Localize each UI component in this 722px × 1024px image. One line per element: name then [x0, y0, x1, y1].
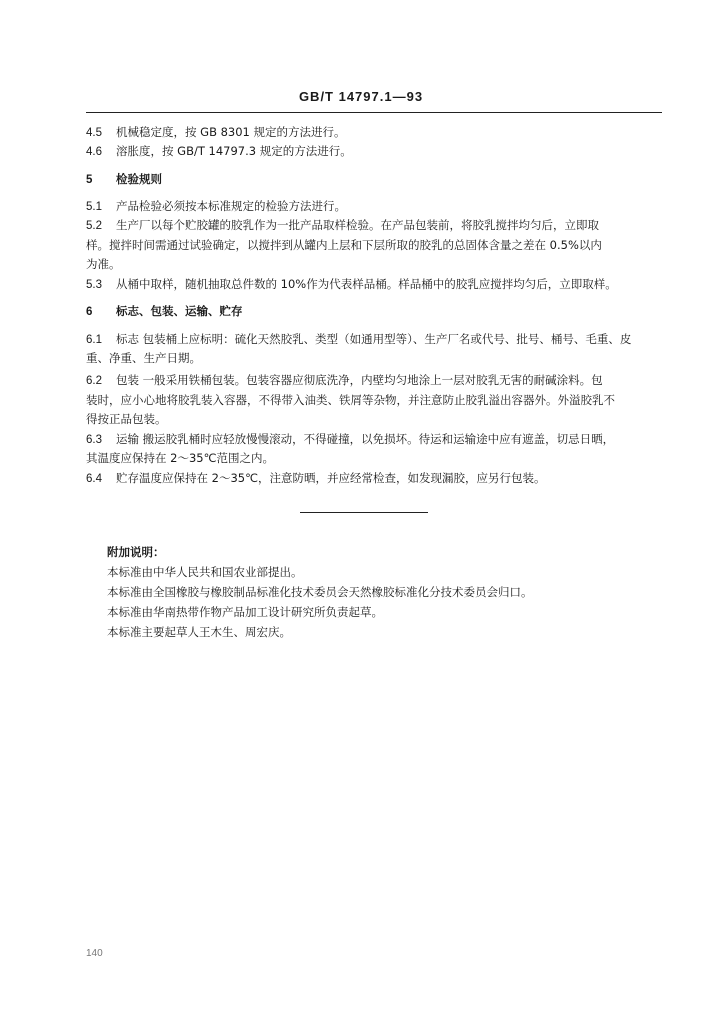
- clause-4-5: [86, 124, 346, 141]
- section-5-heading: [86, 171, 162, 188]
- section-title: 检验规则: [116, 172, 162, 186]
- section-number: 5: [86, 174, 93, 186]
- clause-number: 5.3: [86, 279, 102, 291]
- clause-number: 4.6: [86, 146, 102, 158]
- clause-6-2: [86, 372, 603, 389]
- clause-number: 6.1: [86, 334, 102, 346]
- clause-number: 6.4: [86, 473, 102, 485]
- clause-text: 样。搅拌时间需通过试验确定，以搅拌到从罐内上层和下层所取的胶乳的总固体含量之差在 0.5%以内: [86, 238, 602, 252]
- clause-text: 贮存温度应保持在 2～35℃，注意防晒，并应经常检查，如发现漏胶，应另行包装。: [116, 471, 546, 485]
- notes-title: 附加说明：: [107, 545, 165, 559]
- clause-5-1: [86, 198, 346, 215]
- header-rule: [86, 112, 662, 113]
- clause-6-4: [86, 470, 546, 487]
- note-line: 本标准由华南热带作物产品加工设计研究所负责起草。: [107, 605, 383, 619]
- clause-number: 6.2: [86, 375, 102, 387]
- section-6-heading: [86, 303, 243, 320]
- clause-number: 5.1: [86, 201, 102, 213]
- clause-6-2-cont-2: [86, 411, 167, 427]
- clause-5-2-cont-2: [86, 256, 121, 272]
- clause-text: 机械稳定度，按 GB 8301 规定的方法进行。: [116, 125, 346, 139]
- clause-text: 标志 包装桶上应标明：硫化天然胶乳、类型（如通用型等）、生产厂名或代号、批号、桶号、毛重、皮: [116, 332, 632, 346]
- clause-text: 从桶中取样，随机抽取总件数的 10%作为代表样品桶。样品桶中的胶乳应搅拌均匀后，立即取样。: [116, 277, 617, 291]
- section-divider: [300, 512, 428, 513]
- page-header-standard-number: GB/T 14797.1—93: [298, 89, 424, 104]
- clause-text: 包装 一般采用铁桶包装。包装容器应彻底洗净，内壁均匀地涂上一层对胶乳无害的耐碱涂料。包: [116, 373, 603, 387]
- clause-text: 为准。: [86, 257, 121, 271]
- note-line: 本标准主要起草人王木生、周宏庆。: [107, 625, 291, 639]
- clause-text: 其温度应保持在 2～35℃范围之内。: [86, 451, 275, 465]
- clause-number: 5.2: [86, 220, 102, 232]
- section-title: 标志、包装、运输、贮存: [116, 304, 243, 318]
- clause-number: 4.5: [86, 127, 102, 139]
- page-number: 140: [86, 948, 103, 959]
- clause-6-1-cont: [86, 350, 201, 366]
- clause-text: 产品检验必须按本标准规定的检验方法进行。: [116, 199, 346, 213]
- clause-4-6: [86, 143, 352, 160]
- note-line: 本标准由中华人民共和国农业部提出。: [107, 565, 303, 579]
- clause-text: 装时，应小心地将胶乳装入容器，不得带入油类、铁屑等杂物，并注意防止胶乳溢出容器外。外溢胶乳不: [86, 393, 615, 407]
- clause-6-3-cont: [86, 450, 274, 466]
- clause-text: 生产厂以每个贮胶罐的胶乳作为一批产品取样检验。在产品包装前，将胶乳搅拌均匀后，立即取: [116, 218, 599, 232]
- clause-text: 重、净重、生产日期。: [86, 351, 201, 365]
- clause-text: 溶胀度，按 GB/T 14797.3 规定的方法进行。: [116, 144, 352, 158]
- clause-6-3: [86, 431, 614, 448]
- clause-5-3: [86, 276, 617, 293]
- clause-6-1: [86, 331, 631, 348]
- clause-text: 运输 搬运胶乳桶时应轻放慢慢滚动，不得碰撞，以免损坏。待运和运输途中应有遮盖，切忌日晒，: [116, 432, 615, 446]
- clause-6-2-cont-1: [86, 392, 615, 408]
- clause-5-2: [86, 217, 599, 234]
- clause-text: 得按正品包装。: [86, 412, 167, 426]
- section-number: 6: [86, 306, 93, 318]
- clause-number: 6.3: [86, 434, 102, 446]
- clause-5-2-cont-1: [86, 237, 602, 253]
- note-line: 本标准由全国橡胶与橡胶制品标准化技术委员会天然橡胶标准化分技术委员会归口。: [107, 585, 533, 599]
